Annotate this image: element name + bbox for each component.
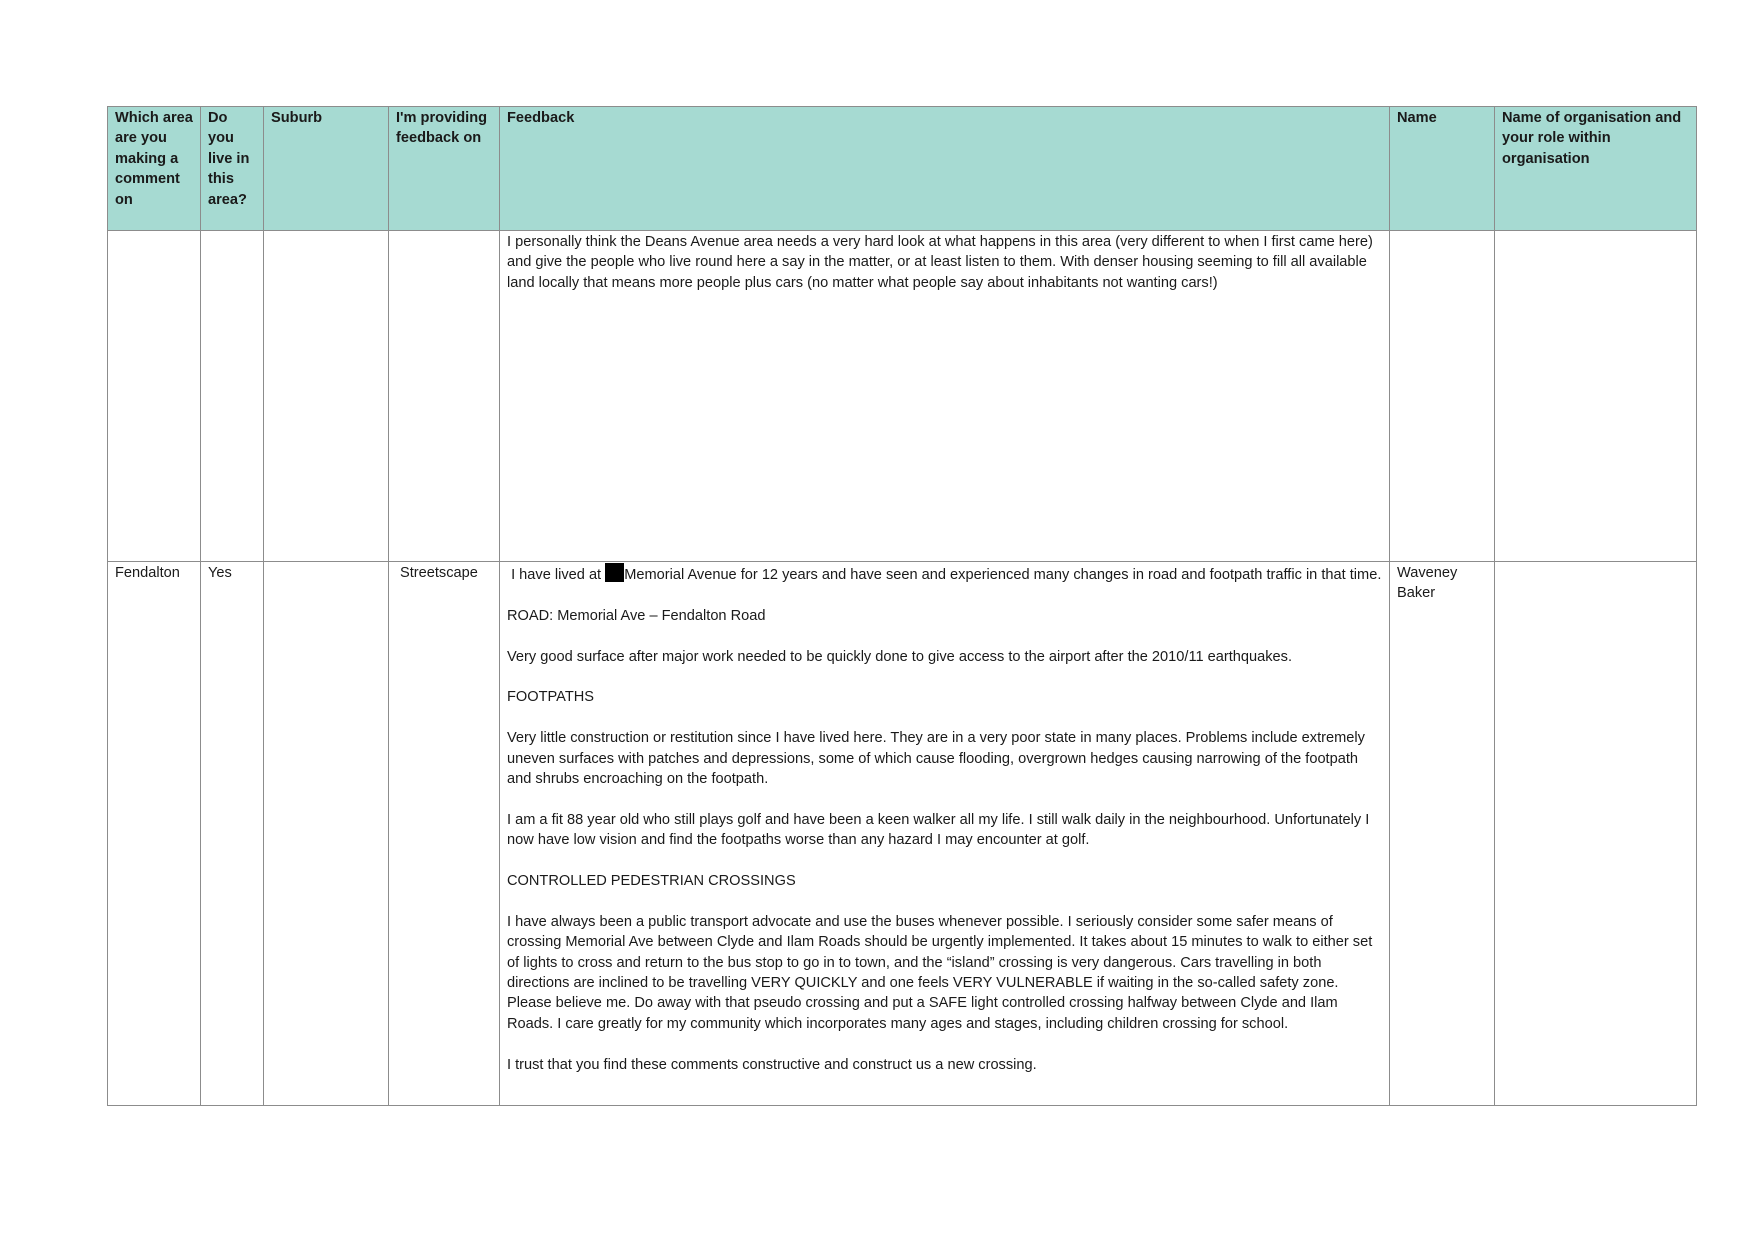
cell-live-in-area: Yes (201, 562, 264, 1106)
cell-area: Fendalton (108, 562, 201, 1106)
cell-suburb (264, 562, 389, 1106)
redaction-block (605, 563, 624, 582)
header-live-in-area: Do you live in this area? (201, 107, 264, 231)
header-feedback-on: I'm providing feedback on (389, 107, 500, 231)
table-header-row (108, 107, 1697, 231)
header-feedback: Feedback (500, 107, 1390, 231)
table-row (108, 562, 1697, 1106)
header-name: Name (1390, 107, 1495, 231)
cell-organisation (1495, 231, 1697, 562)
header-suburb: Suburb (264, 107, 389, 231)
cell-name: Waveney Baker (1390, 562, 1495, 1106)
feedback-paragraph: I personally think the Deans Avenue area needs a very hard look at what happens in this area (very different to when I first came here) and give the people who live round here a say in the matter, or at least listen to them. With denser housing seeming to fill all available land locally that means more people plus cars (no matter what people say about inhabitants not wanting cars!) (507, 234, 1373, 291)
cell-organisation (1495, 562, 1697, 1106)
cell-feedback (500, 231, 1390, 562)
feedback-paragraph: Very good surface after major work needed to be quickly done to give access to the airport after the 2010/11 earthquakes. (507, 648, 1293, 665)
feedback-paragraph-intro (507, 563, 1382, 585)
feedback-heading-crossings: CONTROLLED PEDESTRIAN CROSSINGS (507, 873, 796, 889)
cell-name (1390, 231, 1495, 562)
feedback-paragraph: I trust that you find these comments constructive and construct us a new crossing. (507, 1056, 1037, 1073)
header-organisation: Name of organisation and your role within organisation (1495, 107, 1697, 231)
cell-area (108, 231, 201, 562)
header-area: Which area are you making a comment on (108, 107, 201, 231)
feedback-heading-footpaths: FOOTPATHS (507, 689, 595, 706)
cell-live-in-area (201, 231, 264, 562)
feedback-intro-after: Memorial Avenue for 12 years and have seen and experienced many changes in road and footpath traffic in that time. (624, 567, 1382, 583)
cell-feedback-on: Streetscape (389, 562, 500, 1106)
feedback-paragraph: Very little construction or restitution since I have lived here. They are in a very poor state in many places. Problems include extremely uneven surfaces with patches and depressions, some of which cause flooding, overgrown hedges causing narrowing of the footpath and shrubs encroaching on the footpath. (507, 730, 1365, 787)
cell-feedback-on (389, 231, 500, 562)
table-row (108, 231, 1697, 562)
cell-feedback (500, 562, 1390, 1106)
feedback-table (107, 106, 1697, 1106)
feedback-paragraph: I have always been a public transport advocate and use the buses whenever possible. I seriously consider some safer means of crossing Memorial Ave between Clyde and Ilam Roads should be urgently implemented. It takes about 15 minutes to walk to either set of lights to cross and return to the bus stop to go in to town, and the “island” crossing is very dangerous. Cars travelling in both directions are inclined to be travelling VERY QUICKLY and one feels VERY VULNERABLE if waiting in the so-called safety zone. Please believe me. Do away with that pseudo crossing and put a SAFE light controlled crossing halfway between Clyde and Ilam Roads. I care greatly for my community which incorporates many ages and stages, including children crossing for school. (507, 913, 1373, 1032)
cell-suburb (264, 231, 389, 562)
feedback-paragraph: I am a fit 88 year old who still plays golf and have been a keen walker all my life. I still walk daily in the neighbourhood. Unfortunately I now have low vision and find the footpaths worse than any hazard I may encounter at golf. (507, 811, 1370, 849)
feedback-intro-before: I have lived at (511, 567, 602, 583)
feedback-heading-road: ROAD: Memorial Ave – Fendalton Road (507, 607, 766, 624)
